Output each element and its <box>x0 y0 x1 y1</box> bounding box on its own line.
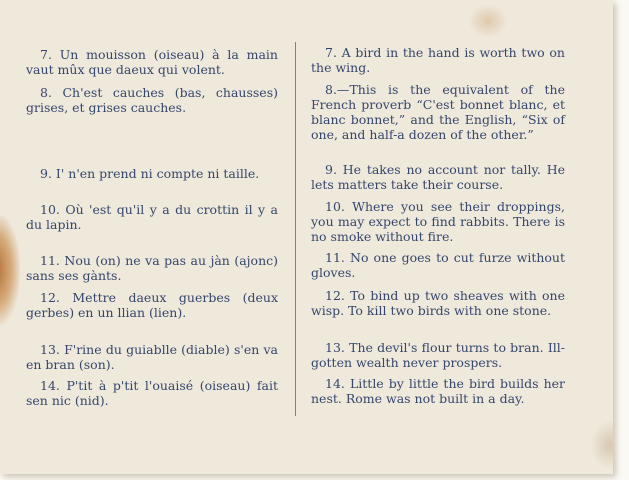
entry-number: 12. <box>40 290 60 305</box>
entry-text: The devil's flour turns to bran. Ill-gotten wealth never prospers. <box>311 340 565 370</box>
proverb-9-guernsey <box>26 166 278 181</box>
entry-text: F'rine du guiablle (diable) s'en va en bran (son). <box>26 342 278 372</box>
entry-number: 12. <box>325 288 345 303</box>
proverb-13-english <box>311 340 565 370</box>
proverb-10-guernsey <box>26 202 278 232</box>
entry-text: Où 'est qu'il y a du crottin il y a du lapin. <box>26 202 278 232</box>
column-divider <box>295 42 296 416</box>
proverb-8-guernsey <box>26 85 278 115</box>
entry-number: 10. <box>325 199 345 214</box>
entry-text: A bird in the hand is worth two on the wing. <box>311 45 565 75</box>
entry-number: 8.— <box>325 82 350 97</box>
entry-text: This is the equivalent of the French proverb “C'est bonnet blanc, et blanc bonnet,” and the English, “Six of one, and half-a dozen of the other.” <box>311 82 565 142</box>
proverb-12-english <box>311 288 565 318</box>
page-stain-right <box>590 420 613 470</box>
entry-text: P'tit à p'tit l'ouaisé (oiseau) fait sen nic (nid). <box>26 378 278 408</box>
proverb-10-english <box>311 199 565 244</box>
proverb-14-english <box>311 376 565 406</box>
page-stain-left <box>0 215 20 325</box>
entry-number: 10. <box>40 202 60 217</box>
entry-number: 7. <box>325 45 337 60</box>
proverb-11-guernsey <box>26 253 278 283</box>
entry-number: 13. <box>325 340 345 355</box>
entry-text: I' n'en prend ni compte ni taille. <box>55 166 260 181</box>
proverb-8-english <box>311 82 565 142</box>
entry-text: He takes no account nor tally. He lets matters take their course. <box>311 162 565 192</box>
entry-number: 14. <box>325 376 345 391</box>
proverb-14-guernsey <box>26 378 278 408</box>
proverb-7-english <box>311 45 565 75</box>
entry-number: 13. <box>40 342 60 357</box>
entry-number: 9. <box>325 162 337 177</box>
entry-text: Un mouisson (oiseau) à la main vaut mûx que daeux qui volent. <box>26 47 278 77</box>
entry-text: To bind up two sheaves with one wisp. To kill two birds with one stone. <box>311 288 565 318</box>
entry-number: 14. <box>40 378 60 393</box>
entry-number: 9. <box>40 166 52 181</box>
proverb-13-guernsey <box>26 342 278 372</box>
proverb-9-english <box>311 162 565 192</box>
page-stain-top <box>468 4 508 38</box>
entry-text: Nou (on) ne va pas au jàn (ajonc) sans ses gànts. <box>26 253 279 283</box>
entry-text: Mettre daeux guerbes (deux gerbes) en un llian (lien). <box>26 290 278 320</box>
entry-number: 11. <box>325 250 345 265</box>
entry-text: Little by little the bird builds her nest. Rome was not built in a day. <box>311 376 565 406</box>
entry-number: 8. <box>40 85 52 100</box>
entry-number: 11. <box>40 253 60 268</box>
entry-text: Ch'est cauches (bas, chausses) grises, et grises cauches. <box>26 85 279 115</box>
proverb-12-guernsey <box>26 290 278 320</box>
entry-text: No one goes to cut furze without gloves. <box>311 250 565 280</box>
entry-number: 7. <box>40 47 52 62</box>
proverb-7-guernsey <box>26 47 278 77</box>
entry-text: Where you see their droppings, you may expect to find rabbits. There is no smoke without fire. <box>311 199 565 244</box>
proverb-11-english <box>311 250 565 280</box>
